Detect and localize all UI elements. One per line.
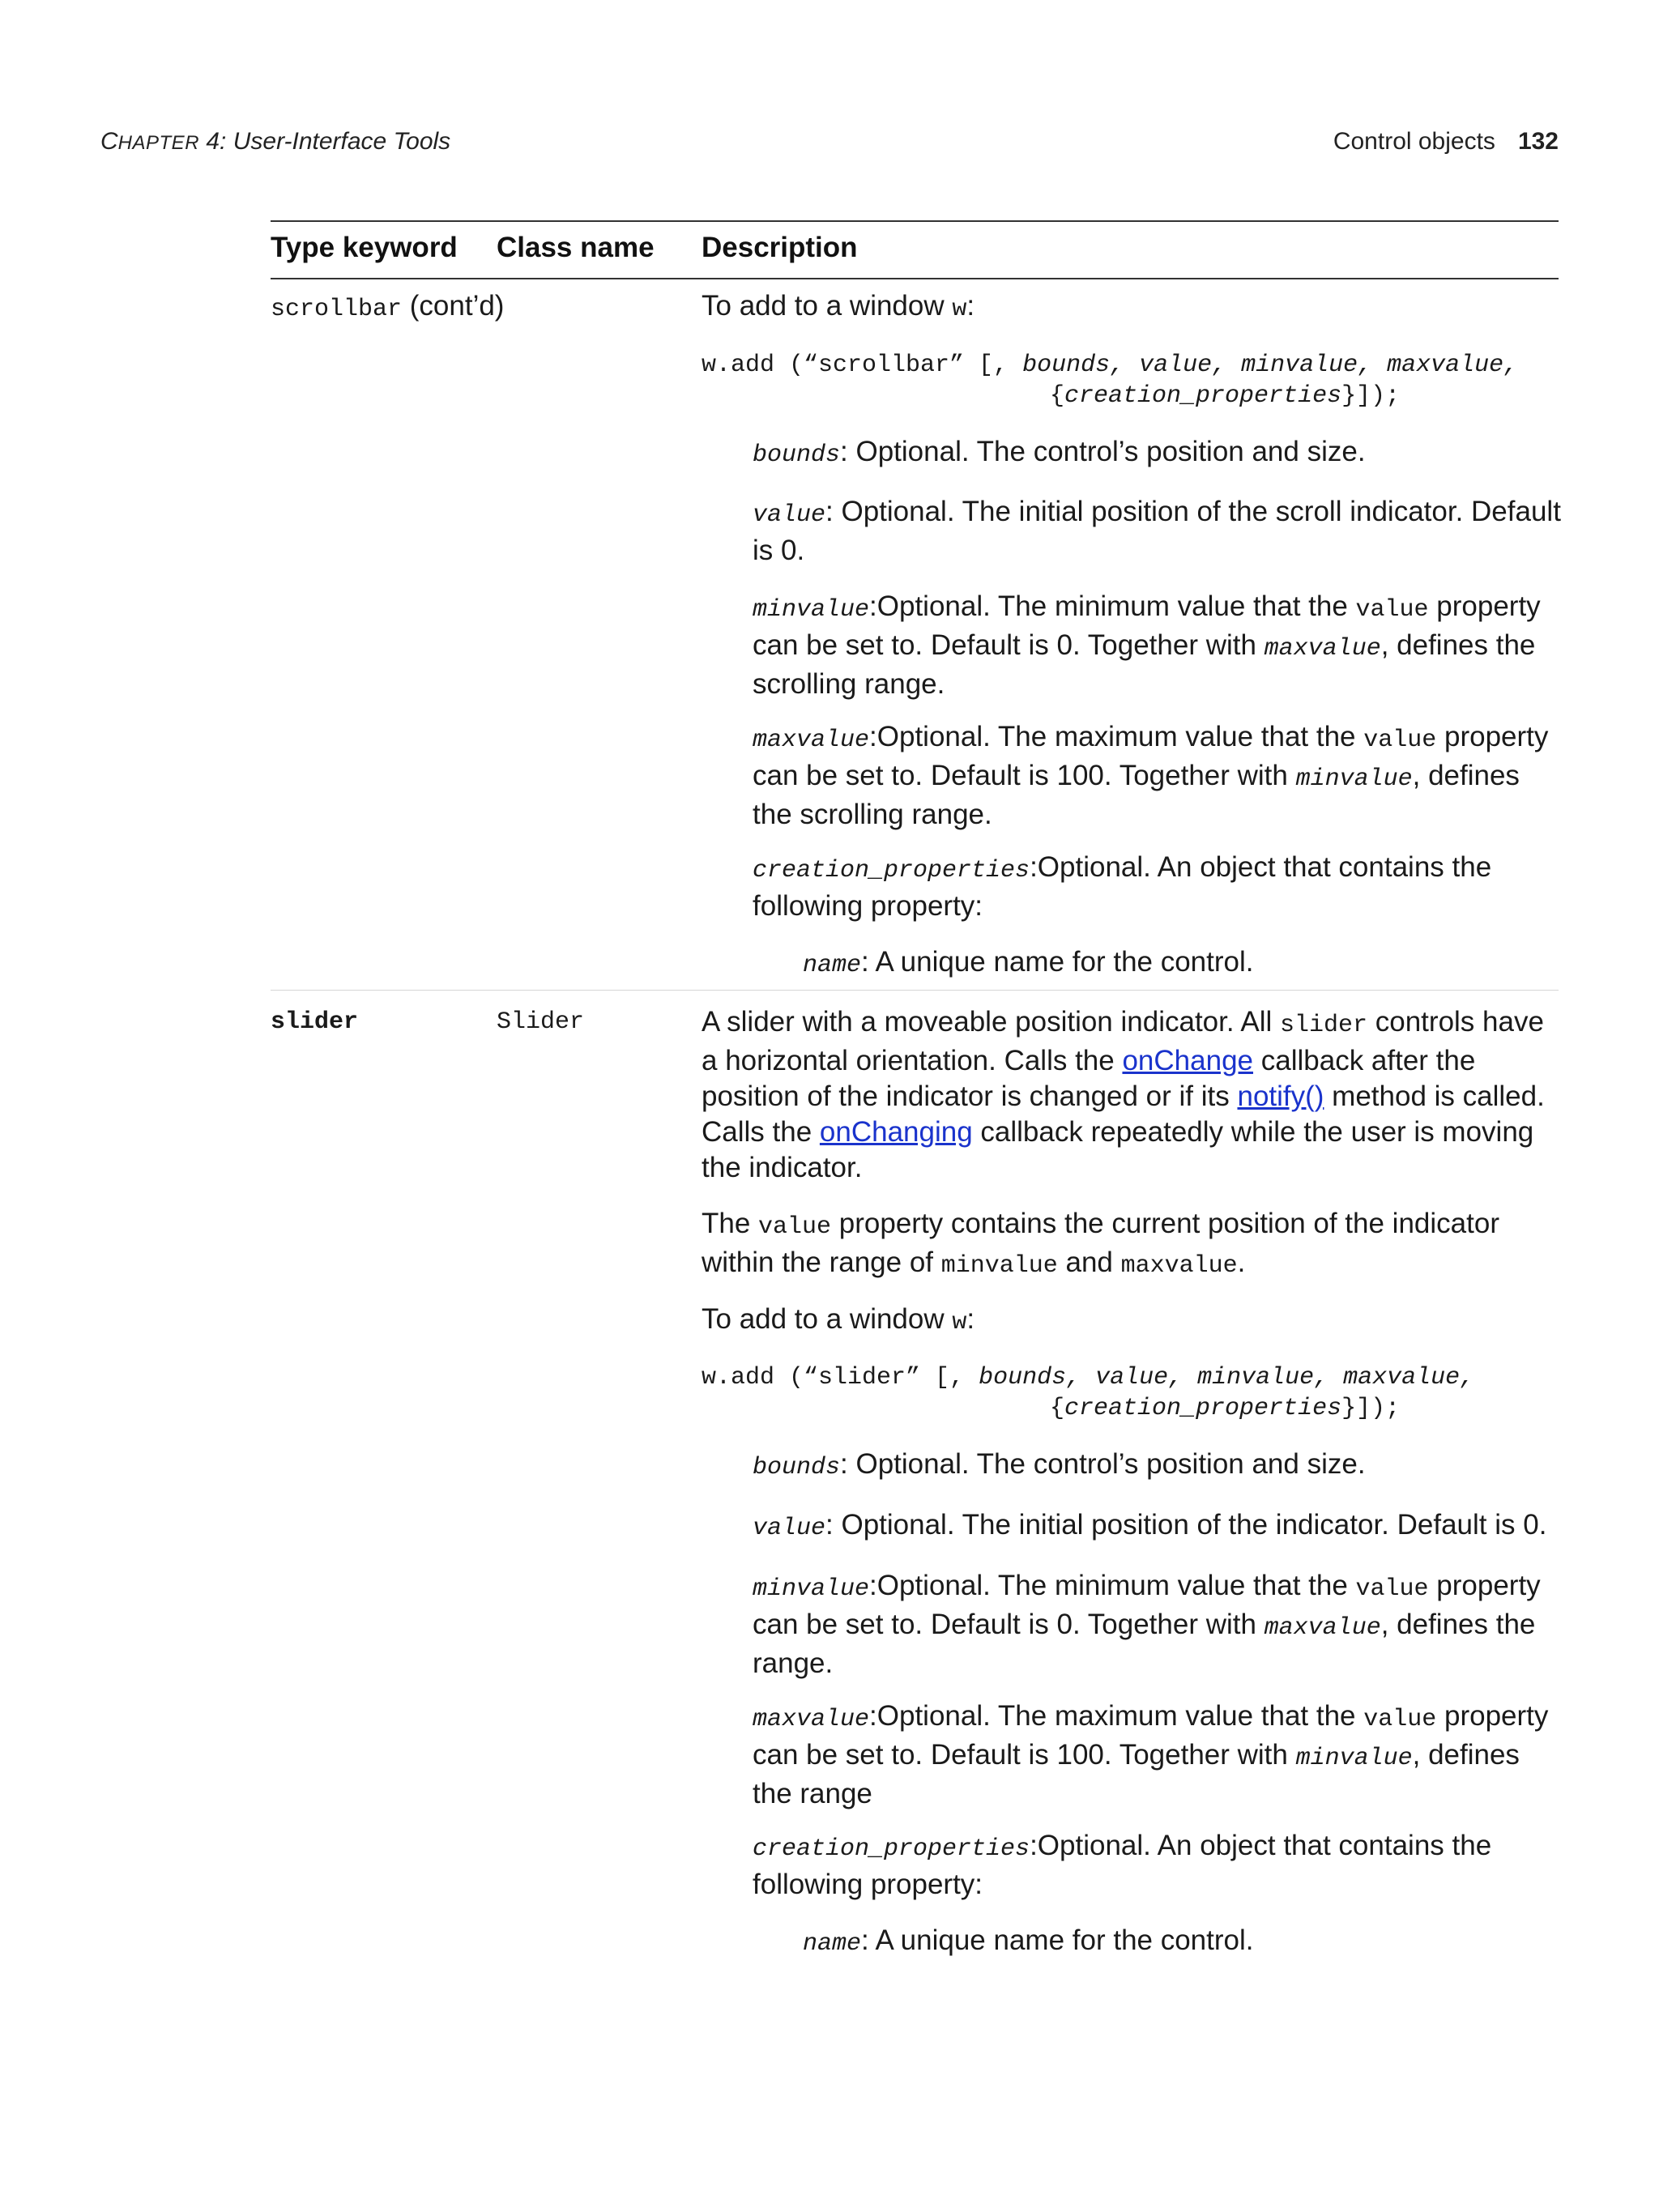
- slider-param-minvalue: minvalue:Optional. The minimum value that the value property can be set to. Default is 0. Together with maxvalue, defines the range.: [753, 1570, 1541, 1679]
- slider-param-name: name: A unique name for the control.: [803, 1924, 1254, 1958]
- chapter-smallcaps: HAPTER: [117, 132, 200, 154]
- contd-label: (cont’d): [402, 290, 505, 322]
- header-class-name: Class name: [497, 232, 655, 263]
- slider-class-name: Slider: [497, 1008, 585, 1036]
- slider-param-bounds: bounds: Optional. The control’s position and size.: [753, 1448, 1366, 1481]
- chapter-title: 4: User-Interface Tools: [199, 128, 451, 155]
- scrollbar-param-bounds: bounds: Optional. The control’s position and size.: [753, 436, 1366, 469]
- header-type-keyword: Type keyword: [271, 232, 458, 263]
- table-header-rule: [271, 278, 1559, 279]
- notify-link[interactable]: notify(): [1237, 1080, 1324, 1112]
- onchange-link[interactable]: onChange: [1122, 1045, 1254, 1076]
- table-row-divider: [271, 990, 1559, 991]
- slider-param-value: value: Optional. The initial position of the indicator. Default is 0.: [753, 1509, 1547, 1542]
- scrollbar-param-minvalue: minvalue:Optional. The minimum value that the value property can be set to. Default is 0. Together with maxvalue, defines the scrolling range.: [753, 590, 1541, 700]
- scrollbar-param-name: name: A unique name for the control.: [803, 946, 1254, 979]
- scrollbar-keyword-cell: [271, 288, 504, 327]
- scrollbar-param-value: value: Optional. The initial position of the scroll indicator. Default is 0.: [753, 496, 1561, 566]
- slider-add-intro: To add to a window w:: [702, 1303, 975, 1336]
- running-header-chapter: [100, 128, 450, 156]
- scrollbar-param-creation-properties: creation_properties:Optional. An object that contains the following property:: [753, 851, 1492, 922]
- slider-param-maxvalue: maxvalue:Optional. The maximum value that the value property can be set to. Default is 100. Together with minvalue, defines the range: [753, 1700, 1549, 1809]
- scrollbar-code-sample: w.add (“scrollbar” [, bounds, value, minvalue, maxvalue, {creation_properties}]);: [702, 352, 1519, 410]
- slider-param-creation-properties: creation_properties:Optional. An object that contains the following property:: [753, 1830, 1492, 1900]
- slider-code-sample: w.add (“slider” [, bounds, value, minvalue, maxvalue, {creation_properties}]);: [702, 1364, 1475, 1422]
- chapter-initial: C: [100, 128, 118, 155]
- header-description: Description: [702, 232, 858, 263]
- onchanging-link[interactable]: onChanging: [819, 1116, 973, 1148]
- scrollbar-add-intro: To add to a window w:: [702, 290, 975, 323]
- slider-keyword: slider: [271, 1008, 359, 1036]
- page-number: 132: [1517, 128, 1559, 155]
- table-top-rule: [271, 220, 1559, 222]
- slider-description: A slider with a moveable position indicator. All slider controls have a horizontal orientation. Calls the onChange callback after the position of the indicator is changed or if its notify() method is called. Calls the onChanging callback repeatedly while the user is moving the indicator.: [702, 1006, 1545, 1183]
- scrollbar-param-maxvalue: maxvalue:Optional. The maximum value that the value property can be set to. Default is 100. Together with minvalue, defines the scrolling range.: [753, 721, 1549, 830]
- running-header-section: [1333, 128, 1559, 156]
- scrollbar-keyword: scrollbar: [271, 296, 403, 323]
- section-title: Control objects: [1333, 128, 1495, 155]
- slider-value-description: The value property contains the current position of the indicator within the range of minvalue and maxvalue.: [702, 1208, 1499, 1280]
